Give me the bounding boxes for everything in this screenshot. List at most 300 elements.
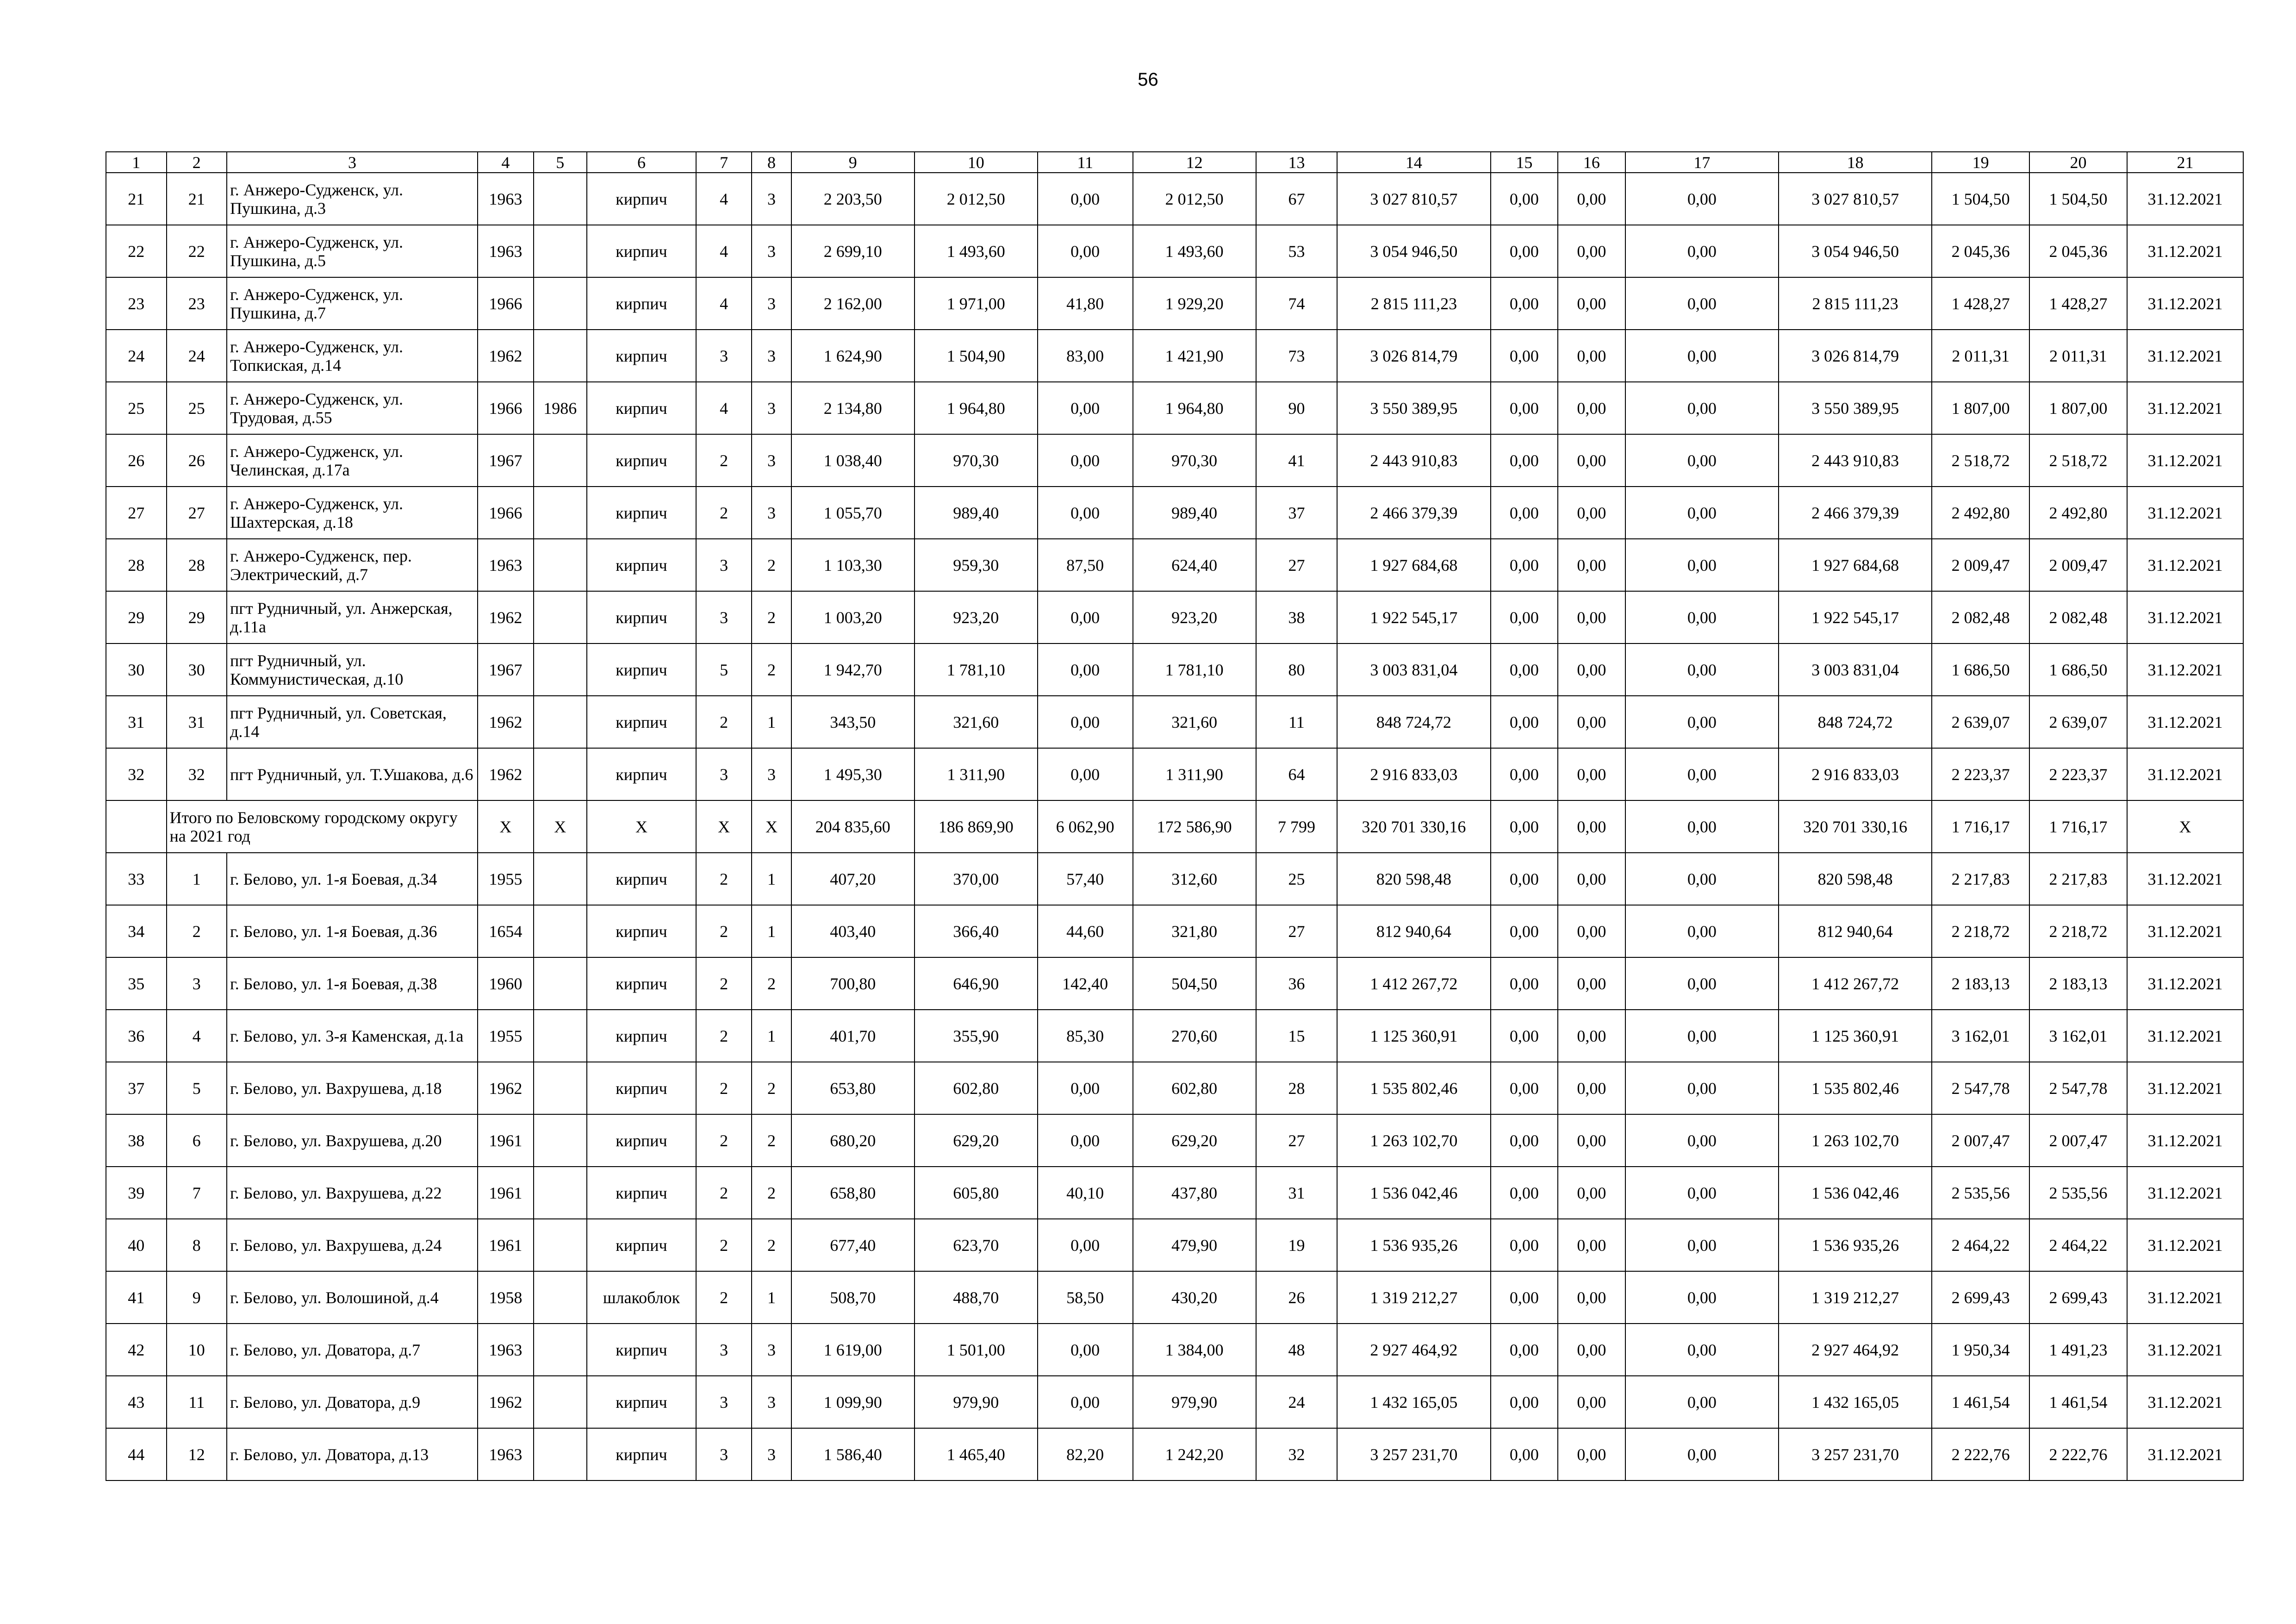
table-cell: 0,00 [1491, 1062, 1558, 1114]
table-cell: 0,00 [1625, 957, 1779, 1010]
table-cell: 0,00 [1625, 1428, 1779, 1480]
table-cell: 1961 [478, 1167, 533, 1219]
table-cell: 2 699,43 [1932, 1271, 2029, 1324]
table-cell: 320 701 330,16 [1337, 800, 1490, 853]
table-cell: 2 222,76 [2029, 1428, 2127, 1480]
table-cell: 2 [696, 434, 752, 487]
table-cell: 488,70 [915, 1271, 1038, 1324]
table-cell: 1 807,00 [1932, 382, 2029, 434]
table-cell: X [478, 800, 533, 853]
table-cell: 11 [167, 1376, 227, 1428]
table-cell: 3 [696, 330, 752, 382]
table-cell: 0,00 [1491, 853, 1558, 905]
table-cell: 677,40 [791, 1219, 915, 1271]
table-cell: 0,00 [1558, 434, 1625, 487]
table-cell: 0,00 [1558, 225, 1625, 277]
table-cell: 3 026 814,79 [1337, 330, 1490, 382]
table-cell: 2 518,72 [2029, 434, 2127, 487]
table-cell: 2 222,76 [1932, 1428, 2029, 1480]
table-cell: 2 203,50 [791, 173, 915, 225]
table-cell: 1 461,54 [1932, 1376, 2029, 1428]
table-row [106, 696, 2243, 748]
table-cell: 0,00 [1038, 1219, 1133, 1271]
table-cell: 401,70 [791, 1010, 915, 1062]
table-cell: 0,00 [1491, 1219, 1558, 1271]
table-cell: 36 [106, 1010, 167, 1062]
table-row [106, 591, 2243, 643]
table-cell [534, 1167, 587, 1219]
table-cell: 366,40 [915, 905, 1038, 957]
table-cell: 0,00 [1558, 1167, 1625, 1219]
table-cell: 321,60 [1133, 696, 1256, 748]
table-cell: 31.12.2021 [2127, 225, 2243, 277]
table-cell: 1955 [478, 853, 533, 905]
table-cell: 0,00 [1491, 1167, 1558, 1219]
table-cell: 1962 [478, 330, 533, 382]
page-number: 56 [1138, 69, 1158, 90]
table-cell: кирпич [587, 957, 696, 1010]
table-cell: 2 007,47 [1932, 1114, 2029, 1167]
table-cell: 629,20 [915, 1114, 1038, 1167]
table-cell [534, 277, 587, 330]
table-cell: 26 [167, 434, 227, 487]
table-cell: 31.12.2021 [2127, 696, 2243, 748]
table-row [106, 330, 2243, 382]
table-cell: 2 815 111,23 [1337, 277, 1490, 330]
table-cell: 26 [106, 434, 167, 487]
table-cell: г. Белово, ул. 1-я Боевая, д.36 [227, 905, 478, 957]
table-cell: 1 311,90 [915, 748, 1038, 800]
table-cell: 0,00 [1491, 1010, 1558, 1062]
table-cell: 22 [106, 225, 167, 277]
table-cell: 53 [1256, 225, 1338, 277]
table-cell: 6 062,90 [1038, 800, 1133, 853]
table-cell: 2 927 464,92 [1779, 1324, 1932, 1376]
table-cell: кирпич [587, 853, 696, 905]
table-cell: 0,00 [1625, 1062, 1779, 1114]
table-cell: 970,30 [1133, 434, 1256, 487]
table-cell: 1 038,40 [791, 434, 915, 487]
table-cell: 21 [167, 173, 227, 225]
table-cell: 1 242,20 [1133, 1428, 1256, 1480]
table-cell: 1962 [478, 1062, 533, 1114]
table-cell: 1 535 802,46 [1779, 1062, 1932, 1114]
table-cell: 0,00 [1038, 1114, 1133, 1167]
table-cell: 5 [167, 1062, 227, 1114]
table-cell: 1966 [478, 277, 533, 330]
table-cell: 1 536 042,46 [1337, 1167, 1490, 1219]
table-cell: 31.12.2021 [2127, 1428, 2243, 1480]
table-cell: 1 [752, 1271, 791, 1324]
column-header: 21 [2127, 152, 2243, 173]
table-cell: 31 [167, 696, 227, 748]
table-cell [534, 173, 587, 225]
table-cell: 2 547,78 [2029, 1062, 2127, 1114]
table-cell: X [752, 800, 791, 853]
table-cell: 3 [696, 591, 752, 643]
table-cell: 602,80 [915, 1062, 1038, 1114]
table-cell [534, 1062, 587, 1114]
table-cell: 2 [752, 539, 791, 591]
table-cell: 44,60 [1038, 905, 1133, 957]
table-cell: 1963 [478, 1428, 533, 1480]
table-cell: 2 [167, 905, 227, 957]
table-cell: 1 432 165,05 [1337, 1376, 1490, 1428]
table-cell: г. Белово, ул. 1-я Боевая, д.38 [227, 957, 478, 1010]
table-cell: 1 501,00 [915, 1324, 1038, 1376]
table-cell: 73 [1256, 330, 1338, 382]
table-cell: 2 639,07 [2029, 696, 2127, 748]
table-cell: г. Белово, ул. 3-я Каменская, д.1а [227, 1010, 478, 1062]
table-cell: 31.12.2021 [2127, 643, 2243, 696]
table-cell: 2 [696, 1062, 752, 1114]
table-cell: 0,00 [1491, 277, 1558, 330]
table-cell: г. Белово, ул. 1-я Боевая, д.34 [227, 853, 478, 905]
table-cell: 27 [1256, 905, 1338, 957]
table-cell: 41 [106, 1271, 167, 1324]
table-cell: 1 461,54 [2029, 1376, 2127, 1428]
table-cell: 2 011,31 [2029, 330, 2127, 382]
table-cell: 1 929,20 [1133, 277, 1256, 330]
table-cell [534, 225, 587, 277]
table-cell: 1 [752, 905, 791, 957]
table-cell: 1 491,23 [2029, 1324, 2127, 1376]
table-cell: 4 [696, 277, 752, 330]
table-cell: 2 [696, 1010, 752, 1062]
table-cell: кирпич [587, 382, 696, 434]
table-cell: 9 [167, 1271, 227, 1324]
table-cell: 36 [1256, 957, 1338, 1010]
table-cell: 0,00 [1558, 487, 1625, 539]
table-cell: 2 464,22 [1932, 1219, 2029, 1271]
table-cell: 3 [696, 1324, 752, 1376]
table-cell: 3 257 231,70 [1337, 1428, 1490, 1480]
table-cell: 0,00 [1558, 173, 1625, 225]
table-cell: 1958 [478, 1271, 533, 1324]
table-cell: 0,00 [1491, 643, 1558, 696]
table-cell: 0,00 [1625, 330, 1779, 382]
table-cell: 1 504,90 [915, 330, 1038, 382]
table-cell: 41,80 [1038, 277, 1133, 330]
table-cell: 2 134,80 [791, 382, 915, 434]
table-cell: 653,80 [791, 1062, 915, 1114]
column-header: 18 [1779, 152, 1932, 173]
table-cell: 30 [106, 643, 167, 696]
table-cell: 700,80 [791, 957, 915, 1010]
table-cell: 0,00 [1558, 1324, 1625, 1376]
table-cell: 1 263 102,70 [1337, 1114, 1490, 1167]
table-cell: 1963 [478, 225, 533, 277]
column-header: 10 [915, 152, 1038, 173]
column-header: 2 [167, 152, 227, 173]
table-cell: 0,00 [1558, 591, 1625, 643]
table-cell: 2 [696, 1167, 752, 1219]
table-row [106, 853, 2243, 905]
table-cell: г. Белово, ул. Вахрушева, д.20 [227, 1114, 478, 1167]
table-cell: 3 027 810,57 [1779, 173, 1932, 225]
table-cell: 0,00 [1038, 434, 1133, 487]
table-cell: 479,90 [1133, 1219, 1256, 1271]
table-cell: 43 [106, 1376, 167, 1428]
table-cell: г. Белово, ул. Доватора, д.9 [227, 1376, 478, 1428]
table-cell: 2 535,56 [2029, 1167, 2127, 1219]
table-cell: 2 223,37 [1932, 748, 2029, 800]
table-cell: 15 [1256, 1010, 1338, 1062]
table-cell: 2 699,10 [791, 225, 915, 277]
table-cell: пгт Рудничный, ул. Анжерская, д.11а [227, 591, 478, 643]
table-cell: 1 624,90 [791, 330, 915, 382]
table-cell: 0,00 [1625, 434, 1779, 487]
table-cell: 22 [167, 225, 227, 277]
table-cell: 2 045,36 [1932, 225, 2029, 277]
table-cell: 0,00 [1038, 487, 1133, 539]
table-cell: 27 [1256, 1114, 1338, 1167]
table-cell: 2 [752, 643, 791, 696]
table-cell: 37 [106, 1062, 167, 1114]
table-cell: 0,00 [1558, 1271, 1625, 1324]
table-cell: 0,00 [1625, 487, 1779, 539]
table-cell: 31.12.2021 [2127, 434, 2243, 487]
table-cell: 0,00 [1491, 225, 1558, 277]
table-cell: кирпич [587, 225, 696, 277]
table-cell: 0,00 [1491, 957, 1558, 1010]
table-cell: 0,00 [1491, 539, 1558, 591]
table-cell: 1 493,60 [1133, 225, 1256, 277]
table-cell: 0,00 [1558, 1376, 1625, 1428]
table-row [106, 905, 2243, 957]
table-row [106, 225, 2243, 277]
table-cell: 2 217,83 [1932, 853, 2029, 905]
table-cell: 3 054 946,50 [1779, 225, 1932, 277]
table-cell: 1 964,80 [1133, 382, 1256, 434]
table-cell: 2 443 910,83 [1779, 434, 1932, 487]
column-header: 6 [587, 152, 696, 173]
column-header: 15 [1491, 152, 1558, 173]
table-cell: 343,50 [791, 696, 915, 748]
table-cell: 1 055,70 [791, 487, 915, 539]
table-cell: 1 311,90 [1133, 748, 1256, 800]
table-cell: 2 162,00 [791, 277, 915, 330]
table-cell: 923,20 [915, 591, 1038, 643]
table-cell: 1 927 684,68 [1779, 539, 1932, 591]
table-cell [534, 539, 587, 591]
table-cell: 0,00 [1038, 173, 1133, 225]
table-cell: X [696, 800, 752, 853]
table-cell: 7 [167, 1167, 227, 1219]
table-cell: кирпич [587, 1114, 696, 1167]
table-cell: 64 [1256, 748, 1338, 800]
table-cell: 31.12.2021 [2127, 1010, 2243, 1062]
table-row [106, 1376, 2243, 1428]
table-row [106, 957, 2243, 1010]
table-cell: 3 162,01 [2029, 1010, 2127, 1062]
table-cell: 1 125 360,91 [1779, 1010, 1932, 1062]
table-cell: 2 011,31 [1932, 330, 2029, 382]
column-header: 20 [2029, 152, 2127, 173]
column-header: 19 [1932, 152, 2029, 173]
table-cell: 8 [167, 1219, 227, 1271]
table-cell: 31.12.2021 [2127, 1324, 2243, 1376]
table-cell: 1962 [478, 591, 533, 643]
table-cell: г. Белово, ул. Волошиной, д.4 [227, 1271, 478, 1324]
table-cell: 3 [752, 173, 791, 225]
table-cell: г. Анжеро-Судженск, ул. Топкиская, д.14 [227, 330, 478, 382]
table-cell: 0,00 [1038, 591, 1133, 643]
table-cell: 30 [167, 643, 227, 696]
table-row [106, 382, 2243, 434]
table-cell: 2 464,22 [2029, 1219, 2127, 1271]
table-cell: 0,00 [1558, 1062, 1625, 1114]
table-cell: 0,00 [1558, 853, 1625, 905]
table-cell: 3 026 814,79 [1779, 330, 1932, 382]
table-row [106, 1062, 2243, 1114]
table-cell: 2 [696, 1114, 752, 1167]
table-cell: 624,40 [1133, 539, 1256, 591]
table-cell: 12 [167, 1428, 227, 1480]
table-cell: 3 550 389,95 [1337, 382, 1490, 434]
table-cell: 3 [167, 957, 227, 1010]
table-cell [534, 905, 587, 957]
table-cell: 1 535 802,46 [1337, 1062, 1490, 1114]
table-cell: 2 547,78 [1932, 1062, 2029, 1114]
table-cell: 31.12.2021 [2127, 173, 2243, 225]
table-cell: 812 940,64 [1337, 905, 1490, 957]
table-cell: 3 [696, 1428, 752, 1480]
table-cell: 0,00 [1038, 225, 1133, 277]
table-cell: 0,00 [1491, 748, 1558, 800]
table-cell: 3 [752, 225, 791, 277]
table-cell: 0,00 [1558, 1219, 1625, 1271]
table-cell: 0,00 [1625, 225, 1779, 277]
column-header: 4 [478, 152, 533, 173]
table-cell: 3 [752, 382, 791, 434]
table-row [106, 173, 2243, 225]
table-cell: 27 [167, 487, 227, 539]
table-cell: 186 869,90 [915, 800, 1038, 853]
column-number-header-row [106, 152, 2243, 173]
table-cell: 2 [752, 591, 791, 643]
table-cell: 2 218,72 [2029, 905, 2127, 957]
table-cell: 437,80 [1133, 1167, 1256, 1219]
table-row [106, 1428, 2243, 1480]
table-cell: 1 504,50 [2029, 173, 2127, 225]
table-cell: 1 716,17 [2029, 800, 2127, 853]
table-cell: 3 [696, 748, 752, 800]
table-cell: 31.12.2021 [2127, 905, 2243, 957]
table-cell: 142,40 [1038, 957, 1133, 1010]
table-cell: 31.12.2021 [2127, 957, 2243, 1010]
table-cell: 204 835,60 [791, 800, 915, 853]
column-header: 13 [1256, 152, 1338, 173]
table-cell: 0,00 [1558, 539, 1625, 591]
table-cell: 1 927 684,68 [1337, 539, 1490, 591]
table-cell: 1 263 102,70 [1779, 1114, 1932, 1167]
table-cell: 1966 [478, 487, 533, 539]
table-cell: 321,60 [915, 696, 1038, 748]
table-cell: 0,00 [1491, 1324, 1558, 1376]
table-cell: кирпич [587, 487, 696, 539]
table-cell [534, 1271, 587, 1324]
table-cell: 848 724,72 [1779, 696, 1932, 748]
table-cell: 2 [752, 1062, 791, 1114]
table-cell: 2 217,83 [2029, 853, 2127, 905]
table-cell: 1 716,17 [1932, 800, 2029, 853]
table-cell: 979,90 [915, 1376, 1038, 1428]
table-cell: 28 [106, 539, 167, 591]
table-cell: 0,00 [1038, 382, 1133, 434]
table-cell: 989,40 [915, 487, 1038, 539]
table-cell: 0,00 [1625, 539, 1779, 591]
table-cell: 1 465,40 [915, 1428, 1038, 1480]
table-cell: 27 [106, 487, 167, 539]
table-cell: 38 [106, 1114, 167, 1167]
table-cell: 0,00 [1625, 800, 1779, 853]
table-cell: 1 686,50 [1932, 643, 2029, 696]
table-cell: 3 003 831,04 [1779, 643, 1932, 696]
table-cell: 430,20 [1133, 1271, 1256, 1324]
table-cell: кирпич [587, 1219, 696, 1271]
table-row [106, 539, 2243, 591]
table-cell: 3 054 946,50 [1337, 225, 1490, 277]
table-cell: 2 012,50 [1133, 173, 1256, 225]
table-cell: 5 [696, 643, 752, 696]
table-cell: 1 428,27 [2029, 277, 2127, 330]
table-cell [534, 487, 587, 539]
table-cell: 23 [167, 277, 227, 330]
table-cell: 504,50 [1133, 957, 1256, 1010]
table-cell: 3 [752, 748, 791, 800]
table-cell: 1 971,00 [915, 277, 1038, 330]
table-cell: X [587, 800, 696, 853]
table-cell: 1 [752, 696, 791, 748]
table-cell: 2 518,72 [1932, 434, 2029, 487]
table-cell: г. Анжеро-Судженск, пер. Электрический, д.7 [227, 539, 478, 591]
table-cell: 90 [1256, 382, 1338, 434]
table-row [106, 748, 2243, 800]
table-cell: 1 [752, 853, 791, 905]
table-cell: 0,00 [1558, 1428, 1625, 1480]
table-cell: 33 [106, 853, 167, 905]
table-cell: 1 432 165,05 [1779, 1376, 1932, 1428]
table-cell: 0,00 [1625, 277, 1779, 330]
column-header: 17 [1625, 152, 1779, 173]
table-cell: 989,40 [1133, 487, 1256, 539]
table-cell: 3 257 231,70 [1779, 1428, 1932, 1480]
table-cell: 31.12.2021 [2127, 487, 2243, 539]
table-cell: кирпич [587, 1428, 696, 1480]
table-cell: 1 428,27 [1932, 277, 2029, 330]
table-cell: 848 724,72 [1337, 696, 1490, 748]
table-cell: пгт Рудничный, ул. Т.Ушакова, д.6 [227, 748, 478, 800]
table-cell: 2 218,72 [1932, 905, 2029, 957]
table-cell: 820 598,48 [1337, 853, 1490, 905]
table-cell: 1 [752, 1010, 791, 1062]
table-row [106, 1219, 2243, 1271]
table-cell [534, 330, 587, 382]
table-cell: 27 [1256, 539, 1338, 591]
table-cell: 3 [752, 330, 791, 382]
table-cell: 40,10 [1038, 1167, 1133, 1219]
table-cell: 2 916 833,03 [1337, 748, 1490, 800]
table-cell: 4 [167, 1010, 227, 1062]
table-cell: 0,00 [1625, 748, 1779, 800]
table-cell: 2 699,43 [2029, 1271, 2127, 1324]
table-cell: пгт Рудничный, ул. Советская, д.14 [227, 696, 478, 748]
table-cell: 2 927 464,92 [1337, 1324, 1490, 1376]
table-row [106, 1167, 2243, 1219]
table-cell: 0,00 [1625, 905, 1779, 957]
table-cell: 2 466 379,39 [1337, 487, 1490, 539]
